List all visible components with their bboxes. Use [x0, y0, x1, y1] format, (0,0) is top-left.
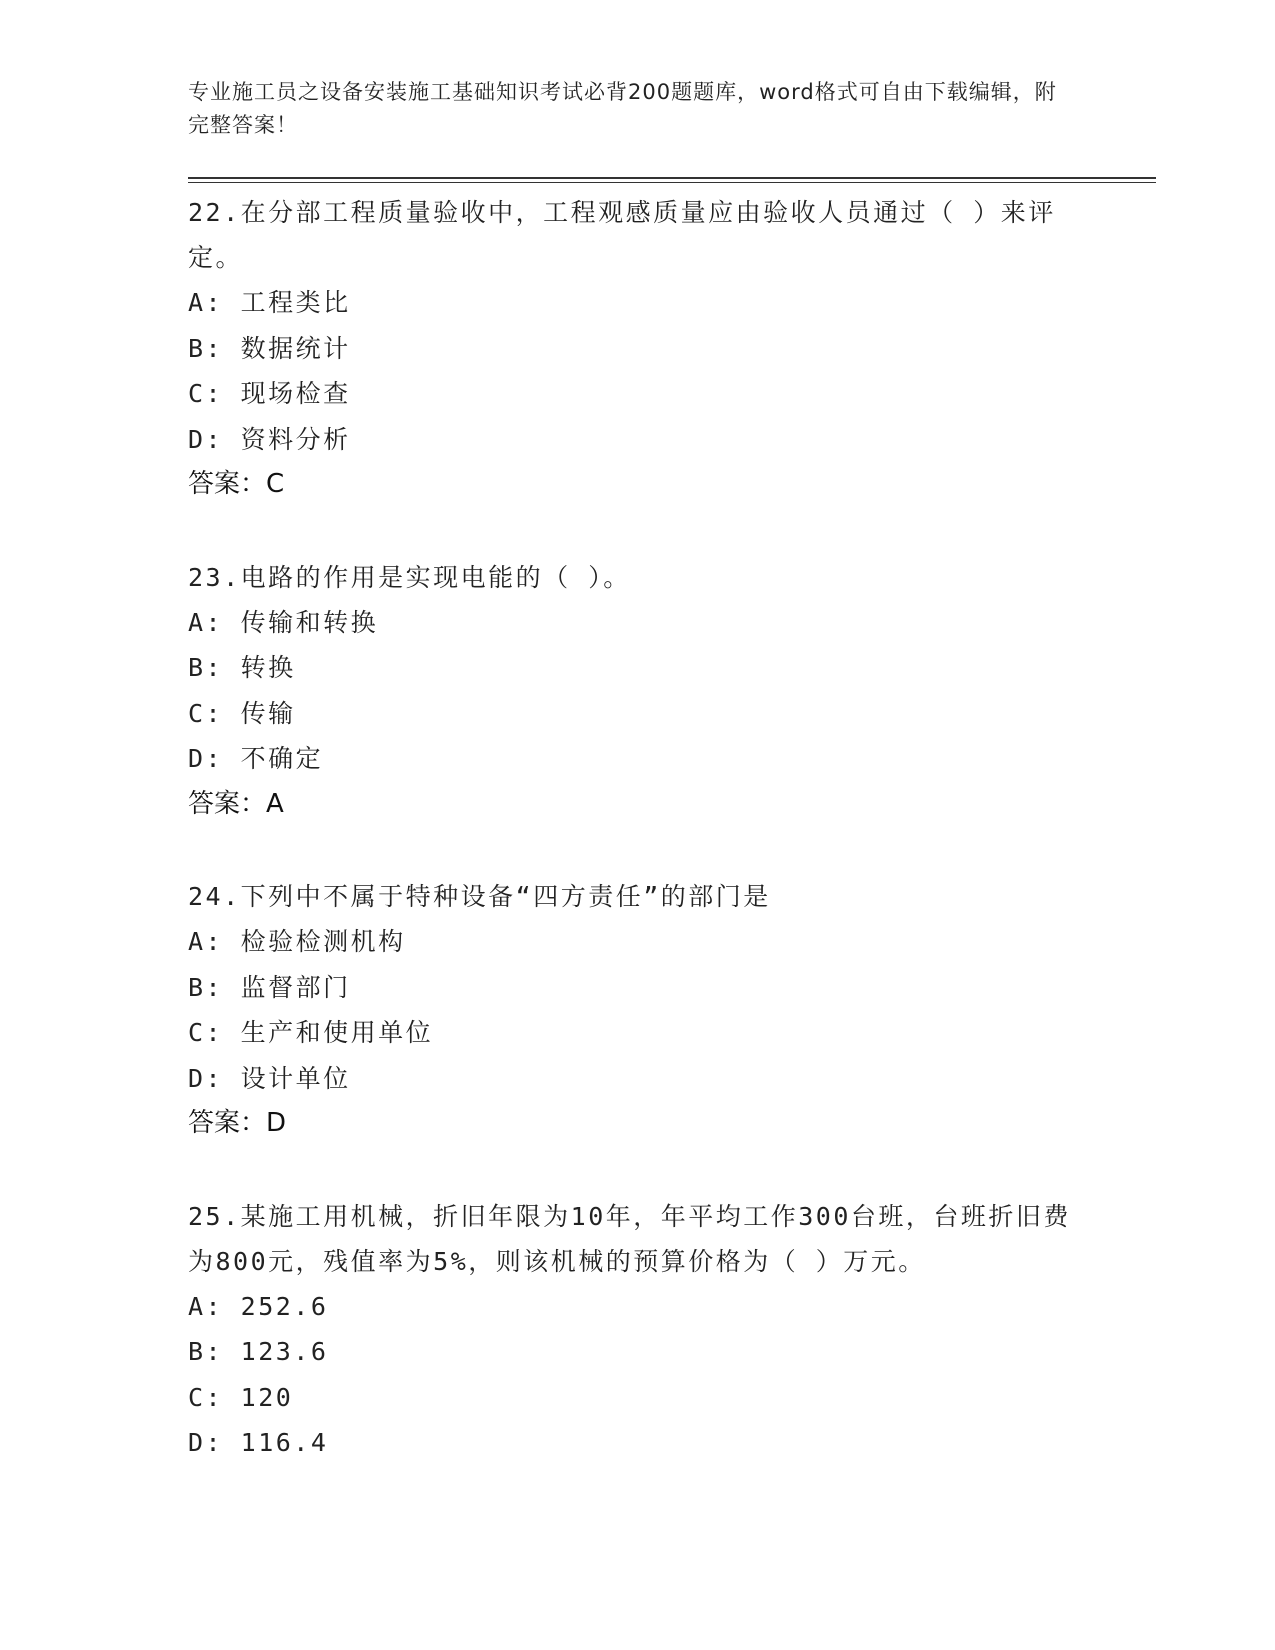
- question-stem: 24.下列中不属于特种设备“四方责任”的部门是: [188, 882, 771, 911]
- option-a: A: 检验检测机构: [188, 927, 406, 956]
- option-d: D: 设计单位: [188, 1063, 351, 1093]
- header-divider-thick: [188, 177, 1156, 179]
- question-24: [188, 874, 1088, 1147]
- question-stem: 25.某施工用机械，折旧年限为10年，年平均工作300台班，台班折旧费为800元，残值率为5%，则该机械的预算价格为（ ）万元。: [188, 1201, 1071, 1276]
- option-d: D: 不确定: [188, 744, 324, 773]
- option-c: C: 现场检查: [188, 379, 351, 408]
- option-c: C: 传输: [188, 698, 296, 728]
- header-divider-thin: [188, 182, 1156, 183]
- question-spacer: [188, 1147, 1088, 1194]
- option-b: B: 监督部门: [188, 972, 351, 1002]
- option-a: A: 工程类比: [188, 288, 351, 317]
- question-25: [188, 1194, 1088, 1466]
- question-22: [188, 190, 1088, 508]
- document-header-title: 专业施工员之设备安装施工基础知识考试必背200题题库，word格式可自由下载编辑，附完整答案！: [188, 80, 1057, 137]
- option-d: D: 资料分析: [188, 424, 351, 454]
- answer-line: 答案：C: [188, 469, 285, 499]
- question-stem: 22.在分部工程质量验收中，工程观感质量应由验收人员通过（ ）来评定。: [188, 198, 1056, 272]
- option-a: A: 传输和转换: [188, 607, 379, 637]
- option-c: C: 120: [188, 1382, 294, 1412]
- option-b: B: 转换: [188, 653, 296, 682]
- option-b: B: 123.6: [188, 1337, 329, 1366]
- answer-line: 答案：A: [188, 788, 284, 819]
- question-spacer: [188, 508, 1088, 555]
- question-23: [188, 555, 1088, 828]
- option-b: B: 数据统计: [188, 333, 351, 363]
- option-c: C: 生产和使用单位: [188, 1018, 434, 1047]
- answer-line: 答案：D: [188, 1108, 287, 1138]
- option-a: A: 252.6: [188, 1291, 329, 1321]
- question-stem: 23.电路的作用是实现电能的（ ）。: [188, 562, 631, 592]
- option-d: D: 116.4: [188, 1428, 329, 1457]
- question-spacer: [188, 827, 1088, 874]
- question-list: [188, 190, 1088, 1466]
